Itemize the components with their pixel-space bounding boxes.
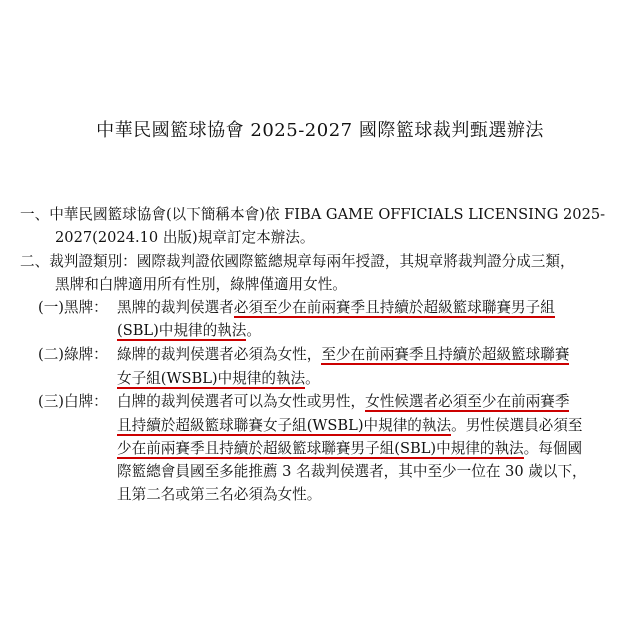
green-card-text: 綠牌的裁判侯選者必須為女性， — [117, 346, 322, 363]
black-card-text: 黑牌的裁判侯選者 — [117, 299, 234, 316]
white-card-label: (三)白牌： — [38, 393, 108, 410]
white-card-line-3 — [117, 439, 582, 459]
white-card-text: 白牌的裁判侯選者可以為女性或男性， — [117, 393, 366, 410]
black-card-highlight: 必須至少在前兩賽季且持續於超級籃球聯賽男子組 — [233, 299, 555, 316]
clause-2-line-1: 二、裁判證類別：國際裁判證依國際籃總規章每兩年授證，其規章將裁判證分成三類， — [20, 253, 575, 270]
white-card-line-2 — [117, 416, 582, 436]
green-card-text: 。 — [305, 370, 320, 387]
white-card-line-5: 且第二名或第三名必須為女性。 — [117, 486, 322, 503]
white-card-line-4: 際籃總會員國至多能推薦 3 名裁判侯選者，其中至少一位在 30 歲以下， — [117, 463, 587, 480]
green-card-line-1 — [117, 345, 569, 365]
white-card-highlight: 少在前兩賽季且持續於超級籃球聯賽男子組(SBL)中規律的執法 — [117, 440, 524, 457]
black-card-line-1 — [117, 298, 555, 318]
clause-1-line-1: 一、中華民國籃球協會(以下簡稱本會)依 FIBA GAME OFFICIALS LICENSING 2025- — [20, 206, 606, 223]
green-card-line-2 — [117, 369, 320, 389]
black-card-highlight: (SBL)中規律的執法 — [117, 322, 247, 339]
green-card-highlight: 至少在前兩賽季且持續於超級籃球聯賽 — [321, 346, 570, 363]
black-card-line-2 — [117, 321, 261, 341]
clause-2-line-2: 黑牌和白牌適用所有性別，綠牌僅適用女性。 — [55, 276, 347, 293]
clause-1-line-2: 2027(2024.10 出版)規章訂定本辦法。 — [55, 229, 315, 246]
white-card-text: 。男性侯選員必須至 — [451, 417, 583, 434]
black-card-label: (一)黑牌： — [38, 299, 108, 316]
white-card-line-1 — [117, 392, 569, 412]
white-card-highlight: 女性候選者必須至少在前兩賽季 — [365, 393, 570, 410]
document-title: 中華民國籃球協會 2025-2027 國際籃球裁判甄選辦法 — [96, 120, 544, 141]
green-card-highlight: 女子組(WSBL)中規律的執法 — [117, 370, 306, 387]
white-card-text: 。每個國 — [523, 440, 583, 457]
white-card-highlight: 且持續於超級籃球聯賽女子組(WSBL)中規律的執法 — [117, 417, 452, 434]
black-card-text: 。 — [246, 322, 261, 339]
green-card-label: (二)綠牌： — [38, 346, 108, 363]
